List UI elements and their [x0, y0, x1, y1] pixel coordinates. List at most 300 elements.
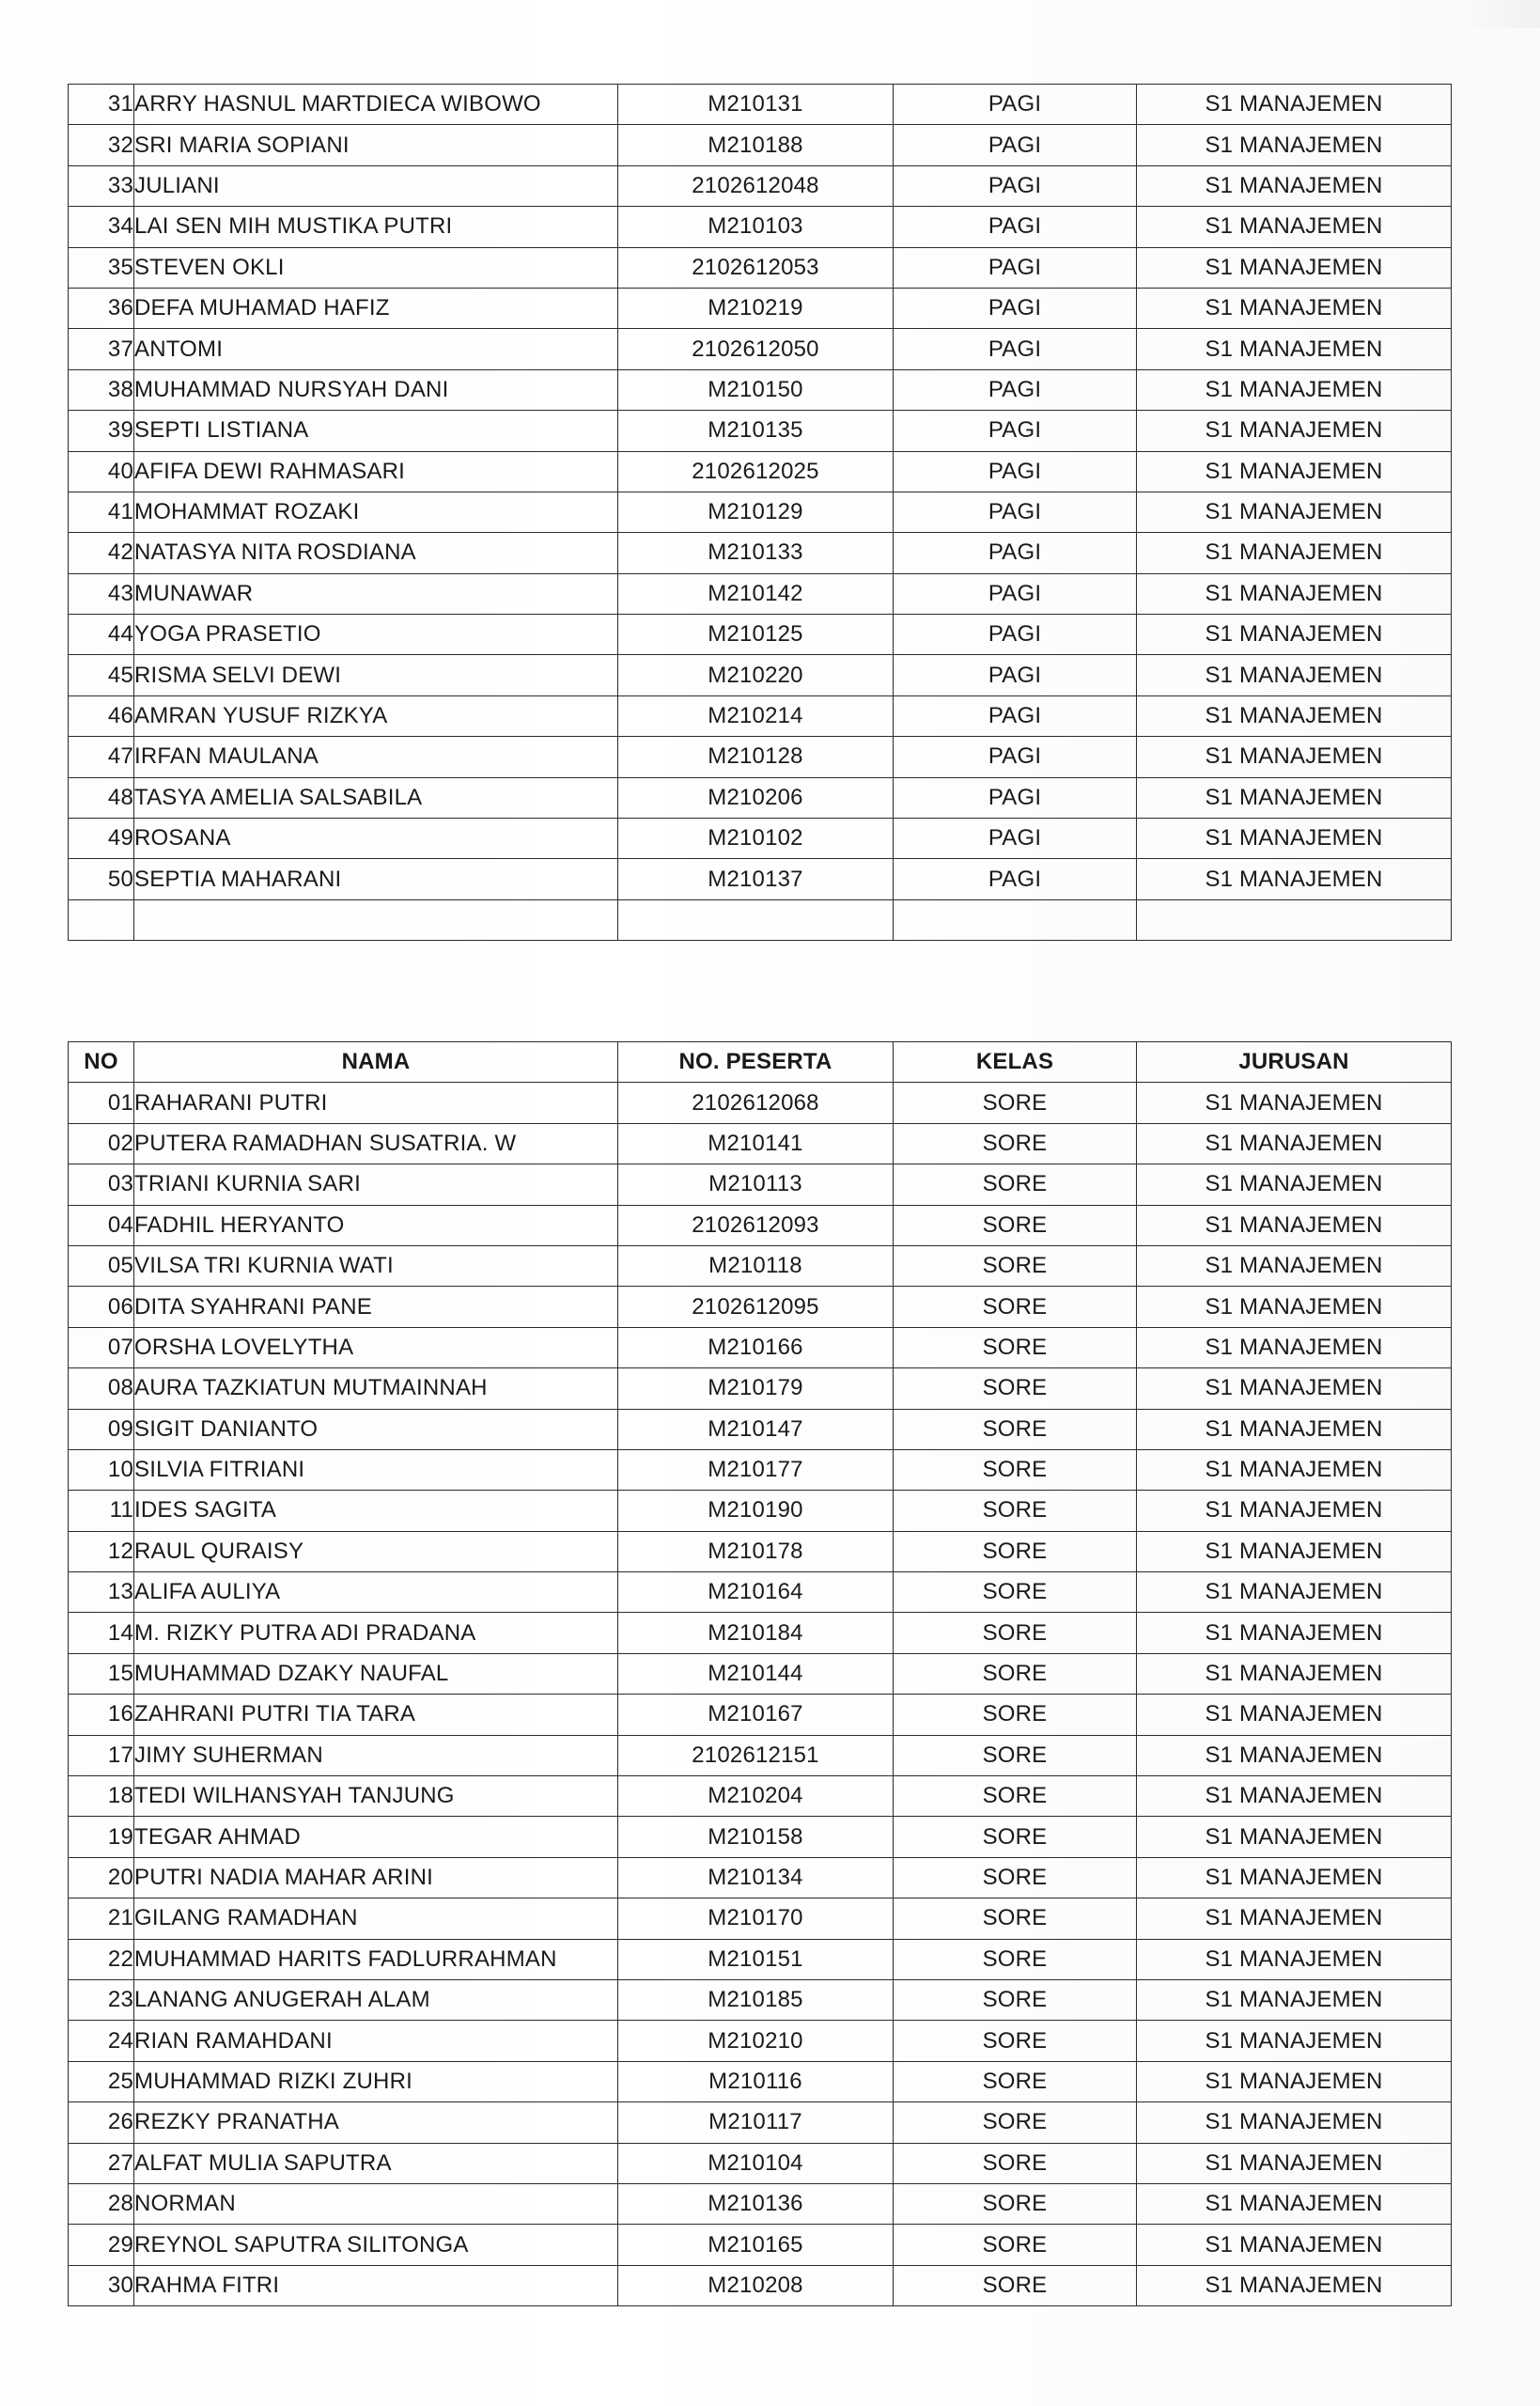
cell-jurusan: S1 MANAJEMEN	[1137, 451, 1452, 492]
cell-jurusan: S1 MANAJEMEN	[1137, 1857, 1452, 1898]
cell-no-peserta: M210137	[618, 859, 894, 899]
table-row	[69, 2021, 1452, 2061]
table-row	[69, 737, 1452, 777]
cell-nama: STEVEN OKLI	[134, 247, 618, 288]
cell-no: 22	[69, 1939, 134, 1979]
cell-nama: GILANG RAMADHAN	[134, 1898, 618, 1939]
table-row	[69, 1735, 1452, 1775]
table-row	[69, 125, 1452, 165]
cell-jurusan: S1 MANAJEMEN	[1137, 1409, 1452, 1449]
cell-kelas: SORE	[894, 1776, 1137, 1817]
table-row	[69, 1123, 1452, 1164]
cell-jurusan: S1 MANAJEMEN	[1137, 1164, 1452, 1205]
cell-no: 34	[69, 207, 134, 247]
cell-jurusan: S1 MANAJEMEN	[1137, 1653, 1452, 1694]
table-row	[69, 859, 1452, 899]
cell-kelas: PAGI	[894, 777, 1137, 818]
cell-kelas: SORE	[894, 1327, 1137, 1367]
cell-no: 18	[69, 1776, 134, 1817]
cell-nama: FADHIL HERYANTO	[134, 1205, 618, 1245]
cell-kelas: SORE	[894, 1817, 1137, 1857]
cell-no-peserta: M210103	[618, 207, 894, 247]
cell-nama	[134, 899, 618, 940]
cell-kelas: PAGI	[894, 492, 1137, 532]
cell-jurusan: S1 MANAJEMEN	[1137, 819, 1452, 859]
cell-jurusan: S1 MANAJEMEN	[1137, 247, 1452, 288]
cell-kelas: PAGI	[894, 533, 1137, 573]
cell-no: 39	[69, 411, 134, 451]
table-row	[69, 85, 1452, 125]
cell-no: 04	[69, 1205, 134, 1245]
cell-no-peserta: M210134	[618, 1857, 894, 1898]
cell-no-peserta: M210142	[618, 573, 894, 614]
cell-kelas: PAGI	[894, 655, 1137, 695]
cell-kelas: SORE	[894, 1123, 1137, 1164]
table-row	[69, 1653, 1452, 1694]
cell-nama: PUTERA RAMADHAN SUSATRIA. W	[134, 1123, 618, 1164]
cell-no: 33	[69, 165, 134, 206]
cell-no: 07	[69, 1327, 134, 1367]
cell-nama: ROSANA	[134, 819, 618, 859]
cell-jurusan: S1 MANAJEMEN	[1137, 1083, 1452, 1123]
cell-no-peserta: M210128	[618, 737, 894, 777]
table-row	[69, 1939, 1452, 1979]
cell-nama: PUTRI NADIA MAHAR ARINI	[134, 1857, 618, 1898]
cell-no-peserta: M210136	[618, 2183, 894, 2224]
cell-nama: YOGA PRASETIO	[134, 615, 618, 655]
table-row	[69, 247, 1452, 288]
cell-kelas: SORE	[894, 1979, 1137, 2020]
cell-kelas: PAGI	[894, 125, 1137, 165]
cell-kelas: PAGI	[894, 573, 1137, 614]
cell-kelas: SORE	[894, 1205, 1137, 1245]
cell-jurusan: S1 MANAJEMEN	[1137, 2225, 1452, 2265]
cell-kelas: SORE	[894, 2143, 1137, 2183]
cell-nama: DEFA MUHAMAD HAFIZ	[134, 288, 618, 328]
table-row	[69, 899, 1452, 940]
table-row	[69, 451, 1452, 492]
cell-kelas: PAGI	[894, 411, 1137, 451]
cell-jurusan: S1 MANAJEMEN	[1137, 1531, 1452, 1571]
cell-nama: SIGIT DANIANTO	[134, 1409, 618, 1449]
table-row	[69, 1572, 1452, 1613]
table-header-row	[69, 1042, 1452, 1083]
cell-nama: MUHAMMAD NURSYAH DANI	[134, 369, 618, 410]
cell-no: 05	[69, 1245, 134, 1286]
cell-no-peserta: 2102612151	[618, 1735, 894, 1775]
cell-jurusan	[1137, 899, 1452, 940]
table-row	[69, 1817, 1452, 1857]
cell-kelas: PAGI	[894, 369, 1137, 410]
cell-nama: VILSA TRI KURNIA WATI	[134, 1245, 618, 1286]
cell-nama: RIAN RAMAHDANI	[134, 2021, 618, 2061]
cell-jurusan: S1 MANAJEMEN	[1137, 1695, 1452, 1735]
table-row	[69, 207, 1452, 247]
cell-no	[69, 899, 134, 940]
cell-nama: TEGAR AHMAD	[134, 1817, 618, 1857]
cell-kelas: SORE	[894, 1531, 1137, 1571]
cell-nama: AURA TAZKIATUN MUTMAINNAH	[134, 1368, 618, 1409]
cell-no-peserta: M210131	[618, 85, 894, 125]
cell-nama: RAHMA FITRI	[134, 2265, 618, 2305]
cell-no-peserta: M210179	[618, 1368, 894, 1409]
cell-nama: DITA SYAHRANI PANE	[134, 1287, 618, 1327]
cell-kelas: SORE	[894, 1491, 1137, 1531]
participant-table-pagi-body	[69, 85, 1452, 941]
table-row	[69, 329, 1452, 369]
cell-no-peserta: M210185	[618, 1979, 894, 2020]
cell-jurusan: S1 MANAJEMEN	[1137, 207, 1452, 247]
cell-nama: RAHARANI PUTRI	[134, 1083, 618, 1123]
cell-nama: AMRAN YUSUF RIZKYA	[134, 695, 618, 736]
table-row	[69, 411, 1452, 451]
cell-kelas: SORE	[894, 1164, 1137, 1205]
cell-no-peserta: M210214	[618, 695, 894, 736]
cell-no-peserta: M210165	[618, 2225, 894, 2265]
cell-kelas: PAGI	[894, 329, 1137, 369]
cell-no-peserta: M210167	[618, 1695, 894, 1735]
cell-nama: ALFAT MULIA SAPUTRA	[134, 2143, 618, 2183]
table-row	[69, 819, 1452, 859]
cell-jurusan: S1 MANAJEMEN	[1137, 1939, 1452, 1979]
cell-no: 15	[69, 1653, 134, 1694]
cell-no-peserta: M210150	[618, 369, 894, 410]
table-row	[69, 2225, 1452, 2265]
cell-no: 31	[69, 85, 134, 125]
cell-jurusan: S1 MANAJEMEN	[1137, 1368, 1452, 1409]
cell-nama: TRIANI KURNIA SARI	[134, 1164, 618, 1205]
cell-jurusan: S1 MANAJEMEN	[1137, 1776, 1452, 1817]
cell-no: 24	[69, 2021, 134, 2061]
cell-nama: SEPTI LISTIANA	[134, 411, 618, 451]
cell-no-peserta: M210102	[618, 819, 894, 859]
table-row	[69, 369, 1452, 410]
cell-jurusan: S1 MANAJEMEN	[1137, 329, 1452, 369]
cell-kelas: SORE	[894, 2021, 1137, 2061]
cell-no: 48	[69, 777, 134, 818]
cell-nama: RISMA SELVI DEWI	[134, 655, 618, 695]
cell-no-peserta: M210144	[618, 1653, 894, 1694]
cell-no: 27	[69, 2143, 134, 2183]
cell-no: 12	[69, 1531, 134, 1571]
cell-no: 02	[69, 1123, 134, 1164]
table-row	[69, 1409, 1452, 1449]
table-row	[69, 1531, 1452, 1571]
cell-nama: ANTOMI	[134, 329, 618, 369]
cell-no: 36	[69, 288, 134, 328]
cell-jurusan: S1 MANAJEMEN	[1137, 411, 1452, 451]
participant-table-sore	[68, 1041, 1452, 2306]
cell-jurusan: S1 MANAJEMEN	[1137, 737, 1452, 777]
cell-no-peserta: M210117	[618, 2102, 894, 2143]
cell-no-peserta: 2102612025	[618, 451, 894, 492]
cell-no-peserta: M210118	[618, 1245, 894, 1286]
cell-no-peserta: M210113	[618, 1164, 894, 1205]
cell-no-peserta: M210129	[618, 492, 894, 532]
participant-table-pagi	[68, 84, 1452, 941]
cell-jurusan: S1 MANAJEMEN	[1137, 1735, 1452, 1775]
cell-kelas: SORE	[894, 1857, 1137, 1898]
cell-nama: TASYA AMELIA SALSABILA	[134, 777, 618, 818]
cell-nama: JIMY SUHERMAN	[134, 1735, 618, 1775]
cell-kelas: SORE	[894, 2061, 1137, 2101]
header-no: NO	[69, 1042, 134, 1083]
cell-kelas: PAGI	[894, 165, 1137, 206]
cell-nama: ALIFA AULIYA	[134, 1572, 618, 1613]
cell-jurusan: S1 MANAJEMEN	[1137, 2021, 1452, 2061]
cell-no: 17	[69, 1735, 134, 1775]
table-row	[69, 2061, 1452, 2101]
cell-no: 21	[69, 1898, 134, 1939]
cell-no: 46	[69, 695, 134, 736]
table-row	[69, 2102, 1452, 2143]
cell-no-peserta: M210219	[618, 288, 894, 328]
cell-nama: ZAHRANI PUTRI TIA TARA	[134, 1695, 618, 1735]
cell-no: 26	[69, 2102, 134, 2143]
table-header	[69, 1042, 1452, 1083]
scan-edge-shadow	[1455, 0, 1540, 28]
cell-kelas: PAGI	[894, 207, 1137, 247]
table-row	[69, 2143, 1452, 2183]
cell-jurusan: S1 MANAJEMEN	[1137, 615, 1452, 655]
cell-nama: NORMAN	[134, 2183, 618, 2224]
table-row	[69, 655, 1452, 695]
cell-jurusan: S1 MANAJEMEN	[1137, 533, 1452, 573]
cell-no: 44	[69, 615, 134, 655]
cell-jurusan: S1 MANAJEMEN	[1137, 1491, 1452, 1531]
cell-no: 29	[69, 2225, 134, 2265]
cell-no-peserta: 2102612093	[618, 1205, 894, 1245]
cell-no: 30	[69, 2265, 134, 2305]
cell-nama: IRFAN MAULANA	[134, 737, 618, 777]
cell-kelas: PAGI	[894, 695, 1137, 736]
table-row	[69, 1979, 1452, 2020]
cell-kelas: SORE	[894, 1287, 1137, 1327]
cell-jurusan: S1 MANAJEMEN	[1137, 2265, 1452, 2305]
table-row	[69, 695, 1452, 736]
cell-kelas: SORE	[894, 1653, 1137, 1694]
cell-no: 37	[69, 329, 134, 369]
cell-nama: M. RIZKY PUTRA ADI PRADANA	[134, 1613, 618, 1653]
cell-no-peserta: M210206	[618, 777, 894, 818]
cell-jurusan: S1 MANAJEMEN	[1137, 492, 1452, 532]
cell-no: 32	[69, 125, 134, 165]
cell-nama: ARRY HASNUL MARTDIECA WIBOWO	[134, 85, 618, 125]
cell-no-peserta: 2102612048	[618, 165, 894, 206]
cell-kelas: SORE	[894, 1083, 1137, 1123]
table-row	[69, 1368, 1452, 1409]
table-row	[69, 492, 1452, 532]
cell-kelas: PAGI	[894, 247, 1137, 288]
header-jurusan: JURUSAN	[1137, 1042, 1452, 1083]
cell-nama: JULIANI	[134, 165, 618, 206]
cell-jurusan: S1 MANAJEMEN	[1137, 573, 1452, 614]
cell-no: 38	[69, 369, 134, 410]
cell-jurusan: S1 MANAJEMEN	[1137, 777, 1452, 818]
cell-nama: MUHAMMAD DZAKY NAUFAL	[134, 1653, 618, 1694]
cell-no-peserta	[618, 899, 894, 940]
cell-nama: ORSHA LOVELYTHA	[134, 1327, 618, 1367]
cell-nama: REYNOL SAPUTRA SILITONGA	[134, 2225, 618, 2265]
cell-kelas: SORE	[894, 1613, 1137, 1653]
cell-nama: NATASYA NITA ROSDIANA	[134, 533, 618, 573]
cell-jurusan: S1 MANAJEMEN	[1137, 1898, 1452, 1939]
cell-jurusan: S1 MANAJEMEN	[1137, 1287, 1452, 1327]
table-row	[69, 615, 1452, 655]
cell-kelas: SORE	[894, 1939, 1137, 1979]
cell-jurusan: S1 MANAJEMEN	[1137, 1245, 1452, 1286]
cell-jurusan: S1 MANAJEMEN	[1137, 2183, 1452, 2224]
cell-no-peserta: M210116	[618, 2061, 894, 2101]
cell-jurusan: S1 MANAJEMEN	[1137, 369, 1452, 410]
cell-no: 10	[69, 1449, 134, 1490]
cell-jurusan: S1 MANAJEMEN	[1137, 859, 1452, 899]
cell-nama: TEDI WILHANSYAH TANJUNG	[134, 1776, 618, 1817]
cell-jurusan: S1 MANAJEMEN	[1137, 2143, 1452, 2183]
table-row	[69, 1287, 1452, 1327]
cell-no-peserta: M210158	[618, 1817, 894, 1857]
cell-no-peserta: M210135	[618, 411, 894, 451]
cell-nama: LAI SEN MIH MUSTIKA PUTRI	[134, 207, 618, 247]
cell-kelas: PAGI	[894, 85, 1137, 125]
table-row	[69, 1083, 1452, 1123]
cell-no-peserta: M210133	[618, 533, 894, 573]
cell-kelas: SORE	[894, 1695, 1137, 1735]
cell-no: 20	[69, 1857, 134, 1898]
cell-no-peserta: M210104	[618, 2143, 894, 2183]
cell-kelas: SORE	[894, 1572, 1137, 1613]
cell-no-peserta: M210141	[618, 1123, 894, 1164]
cell-no-peserta: M210177	[618, 1449, 894, 1490]
cell-kelas: PAGI	[894, 819, 1137, 859]
cell-jurusan: S1 MANAJEMEN	[1137, 1123, 1452, 1164]
cell-no: 14	[69, 1613, 134, 1653]
cell-kelas: SORE	[894, 1368, 1137, 1409]
cell-kelas: SORE	[894, 1898, 1137, 1939]
cell-no-peserta: M210188	[618, 125, 894, 165]
table-row	[69, 1695, 1452, 1735]
cell-nama: MUHAMMAD RIZKI ZUHRI	[134, 2061, 618, 2101]
cell-no-peserta: 2102612095	[618, 1287, 894, 1327]
cell-kelas: SORE	[894, 1409, 1137, 1449]
cell-no-peserta: M210190	[618, 1491, 894, 1531]
cell-nama: SRI MARIA SOPIANI	[134, 125, 618, 165]
cell-jurusan: S1 MANAJEMEN	[1137, 85, 1452, 125]
cell-no-peserta: M210204	[618, 1776, 894, 1817]
cell-no-peserta: 2102612053	[618, 247, 894, 288]
cell-no-peserta: M210164	[618, 1572, 894, 1613]
cell-no: 49	[69, 819, 134, 859]
table-row	[69, 1491, 1452, 1531]
cell-no: 23	[69, 1979, 134, 2020]
table-row	[69, 1613, 1452, 1653]
cell-no-peserta: M210208	[618, 2265, 894, 2305]
cell-no: 06	[69, 1287, 134, 1327]
cell-no: 42	[69, 533, 134, 573]
table-row	[69, 1327, 1452, 1367]
cell-kelas: PAGI	[894, 451, 1137, 492]
cell-no: 08	[69, 1368, 134, 1409]
cell-no-peserta: M210210	[618, 2021, 894, 2061]
cell-no-peserta: M210151	[618, 1939, 894, 1979]
cell-no: 03	[69, 1164, 134, 1205]
cell-no-peserta: M210178	[618, 1531, 894, 1571]
table-row	[69, 1898, 1452, 1939]
table-row	[69, 288, 1452, 328]
cell-nama: RAUL QURAISY	[134, 1531, 618, 1571]
cell-kelas: SORE	[894, 1735, 1137, 1775]
cell-no-peserta: 2102612050	[618, 329, 894, 369]
cell-no: 16	[69, 1695, 134, 1735]
table-row	[69, 1776, 1452, 1817]
cell-kelas: SORE	[894, 1449, 1137, 1490]
table-row	[69, 1449, 1452, 1490]
cell-nama: REZKY PRANATHA	[134, 2102, 618, 2143]
cell-kelas: SORE	[894, 1245, 1137, 1286]
cell-jurusan: S1 MANAJEMEN	[1137, 1449, 1452, 1490]
cell-no: 01	[69, 1083, 134, 1123]
cell-nama: MOHAMMAT ROZAKI	[134, 492, 618, 532]
cell-no: 43	[69, 573, 134, 614]
cell-no: 25	[69, 2061, 134, 2101]
cell-nama: SEPTIA MAHARANI	[134, 859, 618, 899]
table-row	[69, 2183, 1452, 2224]
table-row	[69, 1245, 1452, 1286]
table-row	[69, 165, 1452, 206]
cell-nama: LANANG ANUGERAH ALAM	[134, 1979, 618, 2020]
table-row	[69, 533, 1452, 573]
cell-no: 50	[69, 859, 134, 899]
participant-table-sore-body	[69, 1083, 1452, 2306]
table-row	[69, 2265, 1452, 2305]
cell-kelas: PAGI	[894, 737, 1137, 777]
cell-jurusan: S1 MANAJEMEN	[1137, 2061, 1452, 2101]
cell-no: 28	[69, 2183, 134, 2224]
cell-no: 13	[69, 1572, 134, 1613]
cell-kelas: SORE	[894, 2102, 1137, 2143]
cell-jurusan: S1 MANAJEMEN	[1137, 2102, 1452, 2143]
cell-no: 47	[69, 737, 134, 777]
cell-no: 19	[69, 1817, 134, 1857]
cell-no: 09	[69, 1409, 134, 1449]
cell-kelas: PAGI	[894, 288, 1137, 328]
cell-jurusan: S1 MANAJEMEN	[1137, 655, 1452, 695]
table-row	[69, 573, 1452, 614]
cell-no: 40	[69, 451, 134, 492]
cell-no-peserta: 2102612068	[618, 1083, 894, 1123]
table-row	[69, 1164, 1452, 1205]
cell-jurusan: S1 MANAJEMEN	[1137, 1572, 1452, 1613]
cell-no-peserta: M210184	[618, 1613, 894, 1653]
cell-no-peserta: M210125	[618, 615, 894, 655]
cell-jurusan: S1 MANAJEMEN	[1137, 1327, 1452, 1367]
cell-no-peserta: M210147	[618, 1409, 894, 1449]
table-row	[69, 1857, 1452, 1898]
cell-no-peserta: M210166	[618, 1327, 894, 1367]
cell-nama: MUNAWAR	[134, 573, 618, 614]
cell-nama: AFIFA DEWI RAHMASARI	[134, 451, 618, 492]
cell-jurusan: S1 MANAJEMEN	[1137, 1205, 1452, 1245]
cell-kelas: PAGI	[894, 859, 1137, 899]
cell-jurusan: S1 MANAJEMEN	[1137, 1613, 1452, 1653]
cell-jurusan: S1 MANAJEMEN	[1137, 695, 1452, 736]
table-row	[69, 777, 1452, 818]
cell-no-peserta: M210170	[618, 1898, 894, 1939]
cell-no: 41	[69, 492, 134, 532]
cell-no: 11	[69, 1491, 134, 1531]
cell-kelas: PAGI	[894, 615, 1137, 655]
cell-nama: SILVIA FITRIANI	[134, 1449, 618, 1490]
